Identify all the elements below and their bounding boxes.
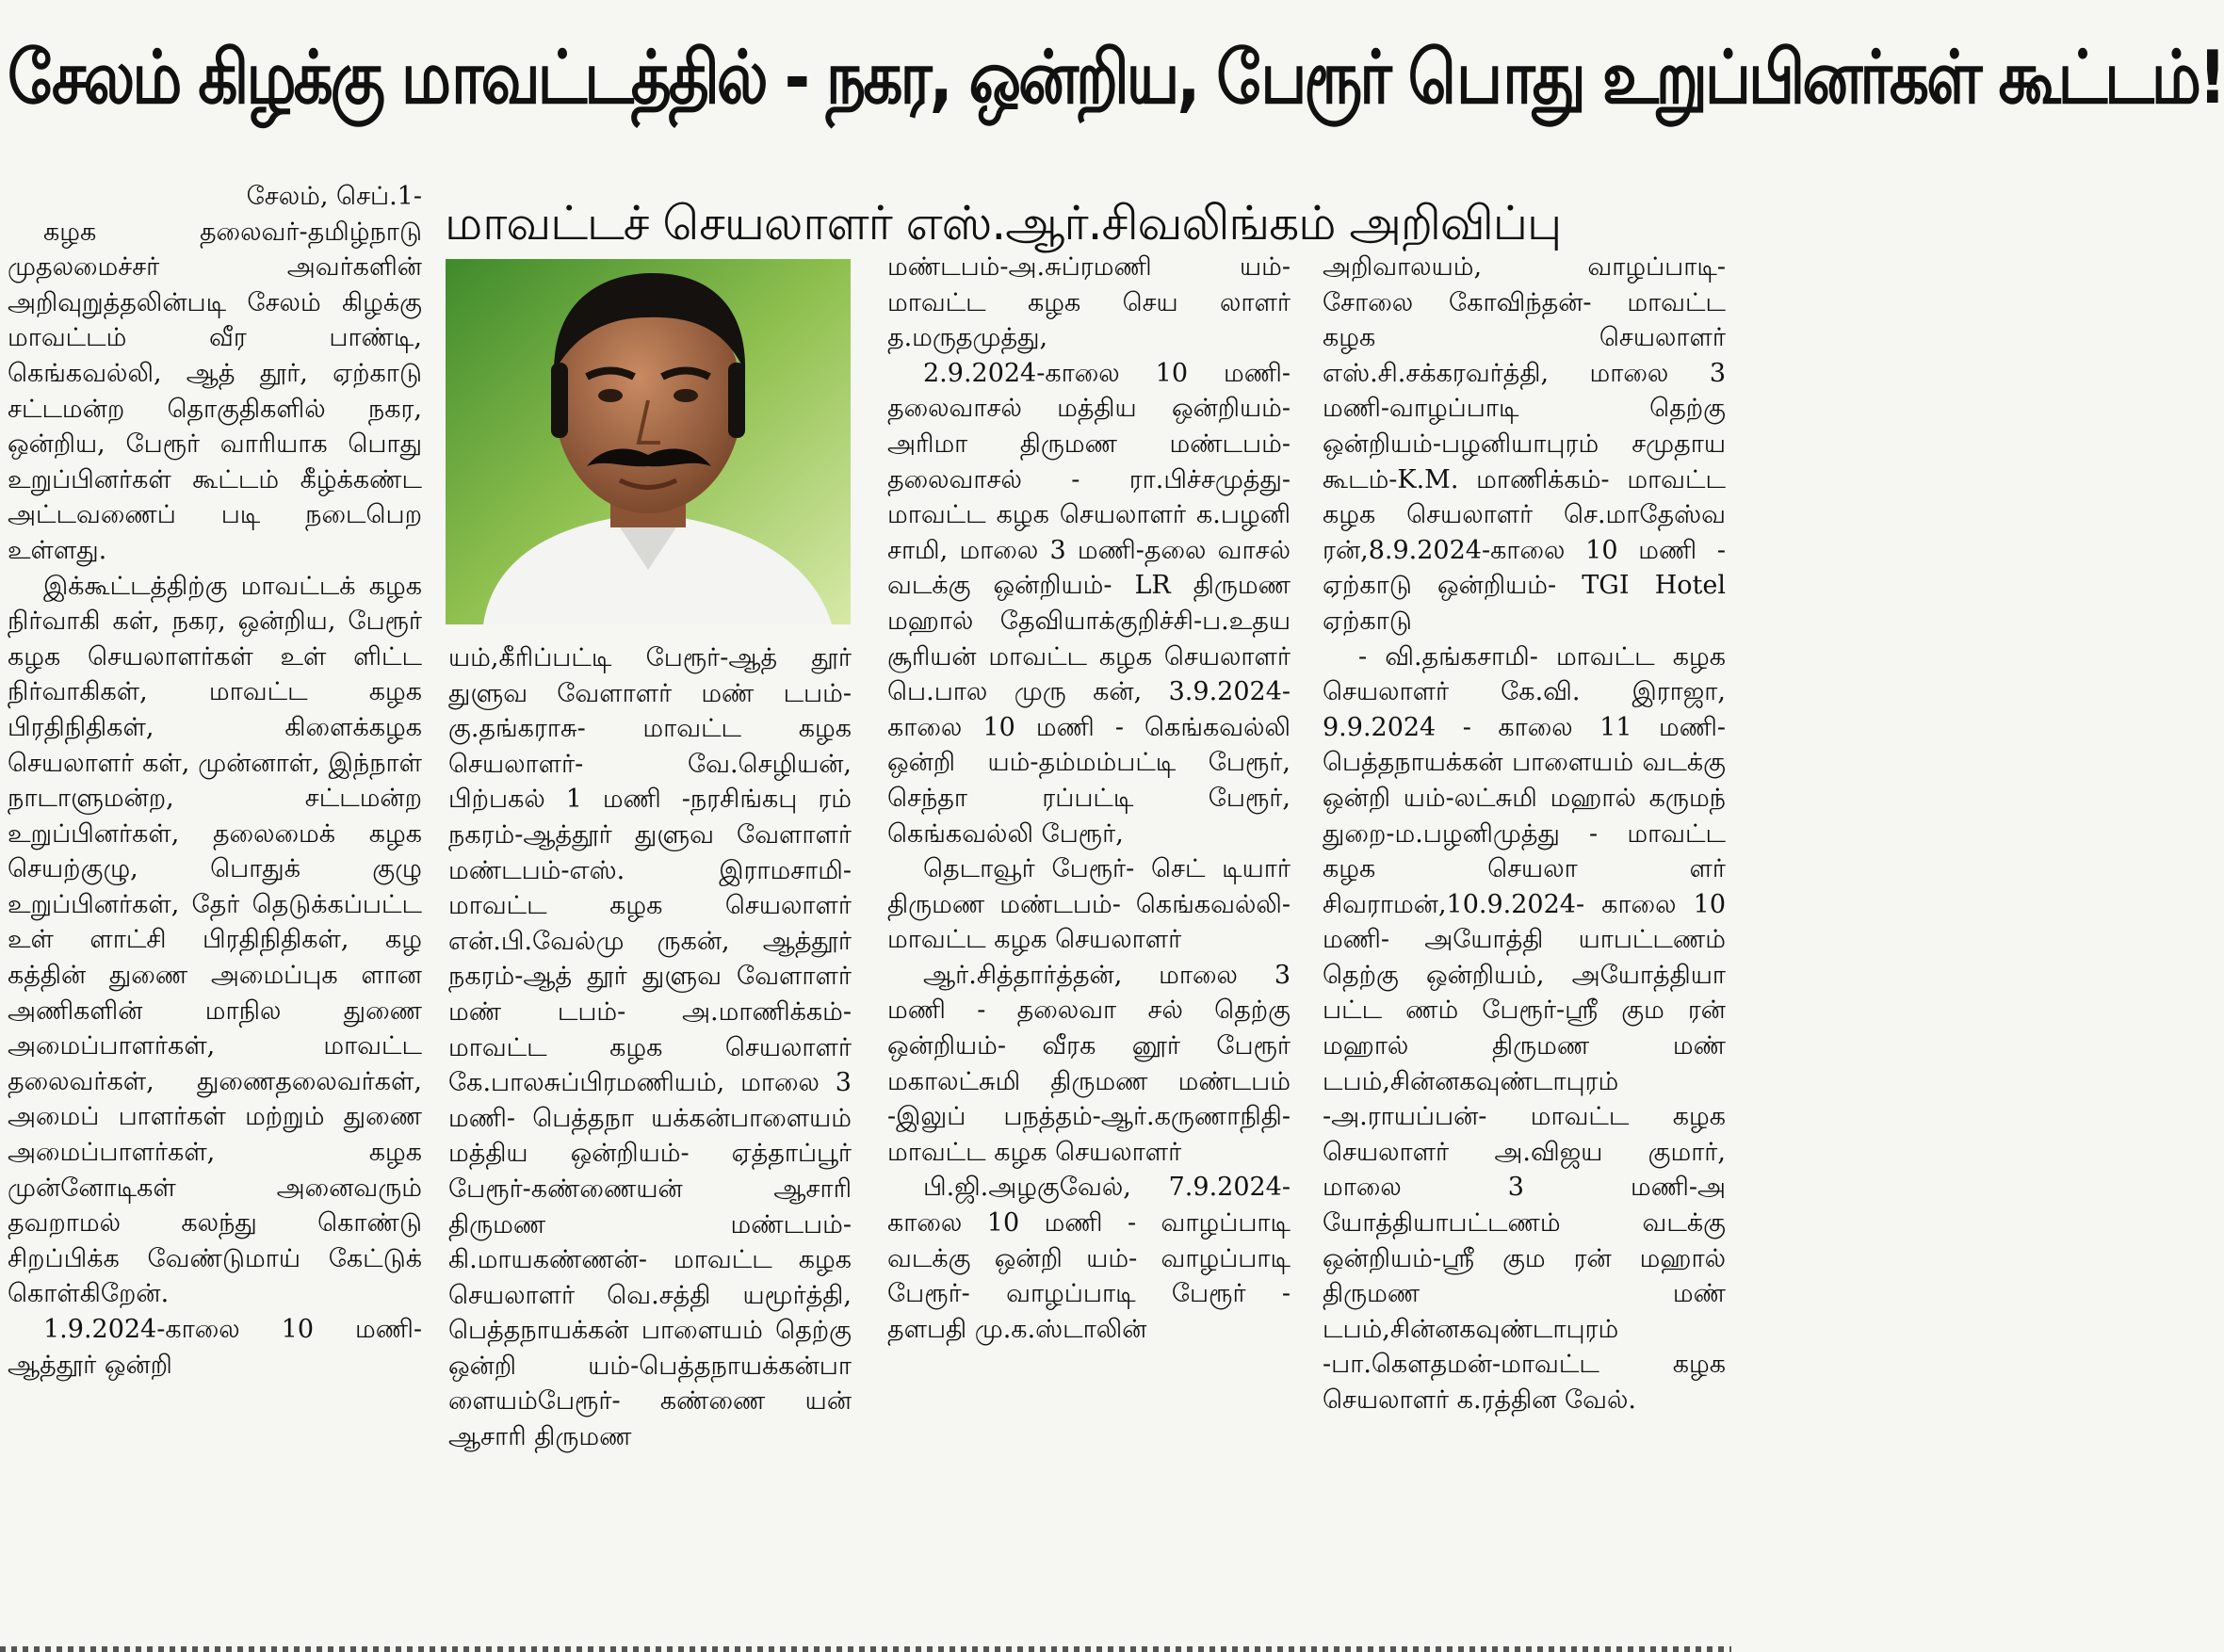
paragraph: அறிவாலயம், வாழப்பாடி- சோலை கோவிந்தன்- மாவட்ட கழக செயலாளர் எஸ்.சி.சக்கரவர்த்தி, மாலை 3 மணி-வாழப்பாடி தெற்கு ஒன்றியம்-பழனியாபுரம் சமுதாய கூடம்-K.M. மாணிக்கம்- மாவட்ட கழக செயலாளர் செ.மாதேஸ்வ ரன்,8.9.2024-காலை 10 மணி - ஏற்காடு ஒன்றியம்- TGI Hotel ஏற்காடு	[1323, 252, 1726, 636]
paragraph: 2.9.2024-காலை 10 மணி- தலைவாசல் மத்திய ஒன்றியம்-அரிமா திருமண மண்டபம்- தலைவாசல் - ரா.பிச்சமுத்து- மாவட்ட கழக செயலாளர் க.பழனி சாமி, மாலை 3 மணி-தலை வாசல் வடக்கு ஒன்றியம்- LR திருமண மஹால் தேவியாக்குறிச்சி-ப.உதய சூரியன் மாவட்ட கழக செயலாளர் பெ.பால முரு கன், 3.9.2024-காலை 10 மணி - கெங்கவல்லி ஒன்றி யம்-தம்மம்பட்டி பேரூர், செந்தா ரப்பட்டி பேரூர், கெங்கவல்லி பேரூர்,	[887, 358, 1291, 849]
portrait-photo	[446, 259, 851, 624]
dateline: சேலம், செப்.1-	[246, 182, 422, 211]
paragraph: மண்டபம்-அ.சுப்ரமணி யம்- மாவட்ட கழக செய லாளர் த.மருதமுத்து,	[887, 252, 1291, 353]
paragraph: பி.ஜி.அழகுவேல், 7.9.2024- காலை 10 மணி - வாழப்பாடி வடக்கு ஒன்றி யம்- வாழப்பாடி பேரூர்- வாழப்பாடி பேரூர் - தளபதி மு.க.ஸ்டாலின்	[887, 1173, 1291, 1344]
paragraph: தெடாவூர் பேரூர்- செட் டியார் திருமண மண்டபம்- கெங்கவல்லி- மாவட்ட கழக செயலாளர்	[887, 854, 1291, 955]
paragraph: - வி.தங்கசாமி- மாவட்ட கழக செயலாளர் கே.வி. இராஜா, 9.9.2024 - காலை 11 மணி-பெத்தநாயக்கன் பாளையம் வடக்கு ஒன்றி யம்-லட்சுமி மஹால் கருமந் துறை-ம.பழனிமுத்து - மாவட்ட கழக செயலா ளர் சிவராமன்,10.9.2024- காலை 10 மணி- அயோத்தி யாபட்டணம் தெற்கு ஒன்றியம், அயோத்தியா பட்ட ணம் பேரூர்-ஸ்ரீ கும ரன் மஹால் திருமண மண் டபம்,சின்னகவுண்டாபுரம் -அ.ராயப்பன்- மாவட்ட கழக செயலாளர் அ.விஜய குமார், மாலை 3 மணி-அ யோத்தியாபட்டணம் வடக்கு ஒன்றியம்-ஸ்ரீ கும ரன் மஹால் திருமண மண் டபம்,சின்னகவுண்டாபுரம் -பா.கௌதமன்-மாவட்ட கழக செயலாளர் க.ரத்தின வேல்.	[1323, 641, 1726, 1415]
paragraph: இக்கூட்டத்திற்கு மாவட்டக் கழக நிர்வாகி கள், நகர, ஒன்றிய, பேரூர் கழக செயலாளர்கள் உள் ளிட்ட நிர்வாகிகள், மாவட்ட கழக பிரதிநிதிகள், கிளைக்கழக செயலாளர் கள், முன்னாள், இந்நாள் நாடாளுமன்ற, சட்டமன்ற உறுப்பினர்கள், தலைமைக் கழக செயற்குழு, பொதுக் குழு உறுப்பினர்கள், தேர் தெடுக்கப்பட்ட உள் ளாட்சி பிரதிநிதிகள், கழ கத்தின் துணை அமைப்புக ளான அணிகளின் மாநில துணை அமைப்பாளர்கள், மாவட்ட தலைவர்கள், துணைதலைவர்கள், அமைப் பாளர்கள் மற்றும் துணை அமைப்பாளர்கள், கழக முன்னோடிகள் அனைவரும் தவறாமல் கலந்து கொண்டு சிறப்பிக்க வேண்டுமாய் கேட்டுக் கொள்கிறேன்.	[8, 571, 422, 1309]
bottom-divider	[0, 1646, 1731, 1652]
article-column-4	[1323, 250, 1726, 1634]
headline: சேலம் கிழக்கு மாவட்டத்தில் - நகர, ஒன்றிய, பேரூர் பொது உறுப்பினர்கள் கூட்டம்!	[8, 34, 2224, 121]
article-column-2	[448, 640, 852, 1634]
article-column-3	[887, 250, 1291, 1634]
subheadline: மாவட்டச் செயலாளர் எஸ்.ஆர்.சிவலிங்கம் அறிவிப்பு	[445, 196, 1562, 251]
portrait-image	[446, 259, 851, 624]
paragraph: யம்,கீரிப்பட்டி பேரூர்-ஆத் தூர் துளுவ வேளாளர் மண் டபம்-கு.தங்கராசு- மாவட்ட கழக செயலாளர்- வே.செழியன், பிற்பகல் 1 மணி -நரசிங்கபு ரம் நகரம்-ஆத்தூர் துளுவ வேளாளர் மண்டபம்-எஸ். இராமசாமி- மாவட்ட கழக செயலாளர் என்.பி.வேல்மு ருகன், ஆத்தூர் நகரம்-ஆத் தூர் துளுவ வேளாளர் மண் டபம்- அ.மாணிக்கம்- மாவட்ட கழக செயலாளர் கே.பாலசுப்பிரமணியம், மாலை 3 மணி- பெத்தநா யக்கன்பாளையம் மத்திய ஒன்றியம்- ஏத்தாப்பூர் பேரூர்-கண்ணையன் ஆசாரி திருமண மண்டபம்- கி.மாயகண்ணன்- மாவட்ட கழக செயலாளர் வெ.சத்தி யமூர்த்தி, பெத்தநாயக்கன் பாளையம் தெற்கு ஒன்றி யம்-பெத்தநாயக்கன்பா ளையம்பேரூர்- கண்ணை யன் ஆசாரி திருமண	[448, 643, 852, 1452]
paragraph: 1.9.2024-காலை 10 மணி-ஆத்தூர் ஒன்றி	[8, 1315, 422, 1380]
paragraph: ஆர்.சித்தார்த்தன், மாலை 3 மணி - தலைவா சல் தெற்கு ஒன்றியம்- வீரக னூர் பேரூர் மகாலட்சுமி திருமண மண்டபம் -இலுப் பநத்தம்-ஆர்.கருணாநிதி- மாவட்ட கழக செயலாளர்	[887, 960, 1291, 1167]
article-column-1	[8, 179, 422, 1634]
paragraph: கழக தலைவர்-தமிழ்நாடு முதலமைச்சர் அவர்களின் அறிவுறுத்தலின்படி சேலம் கிழக்கு மாவட்டம் வீர பாண்டி, கெங்கவல்லி, ஆத் தூர், ஏற்காடு சட்டமன்ற தொகுதிகளில் நகர, ஒன்றிய, பேரூர் வாரியாக பொது உறுப்பினர்கள் கூட்டம் கீழ்க்கண்ட அட்டவணைப் படி நடைபெற உள்ளது.	[8, 217, 422, 565]
